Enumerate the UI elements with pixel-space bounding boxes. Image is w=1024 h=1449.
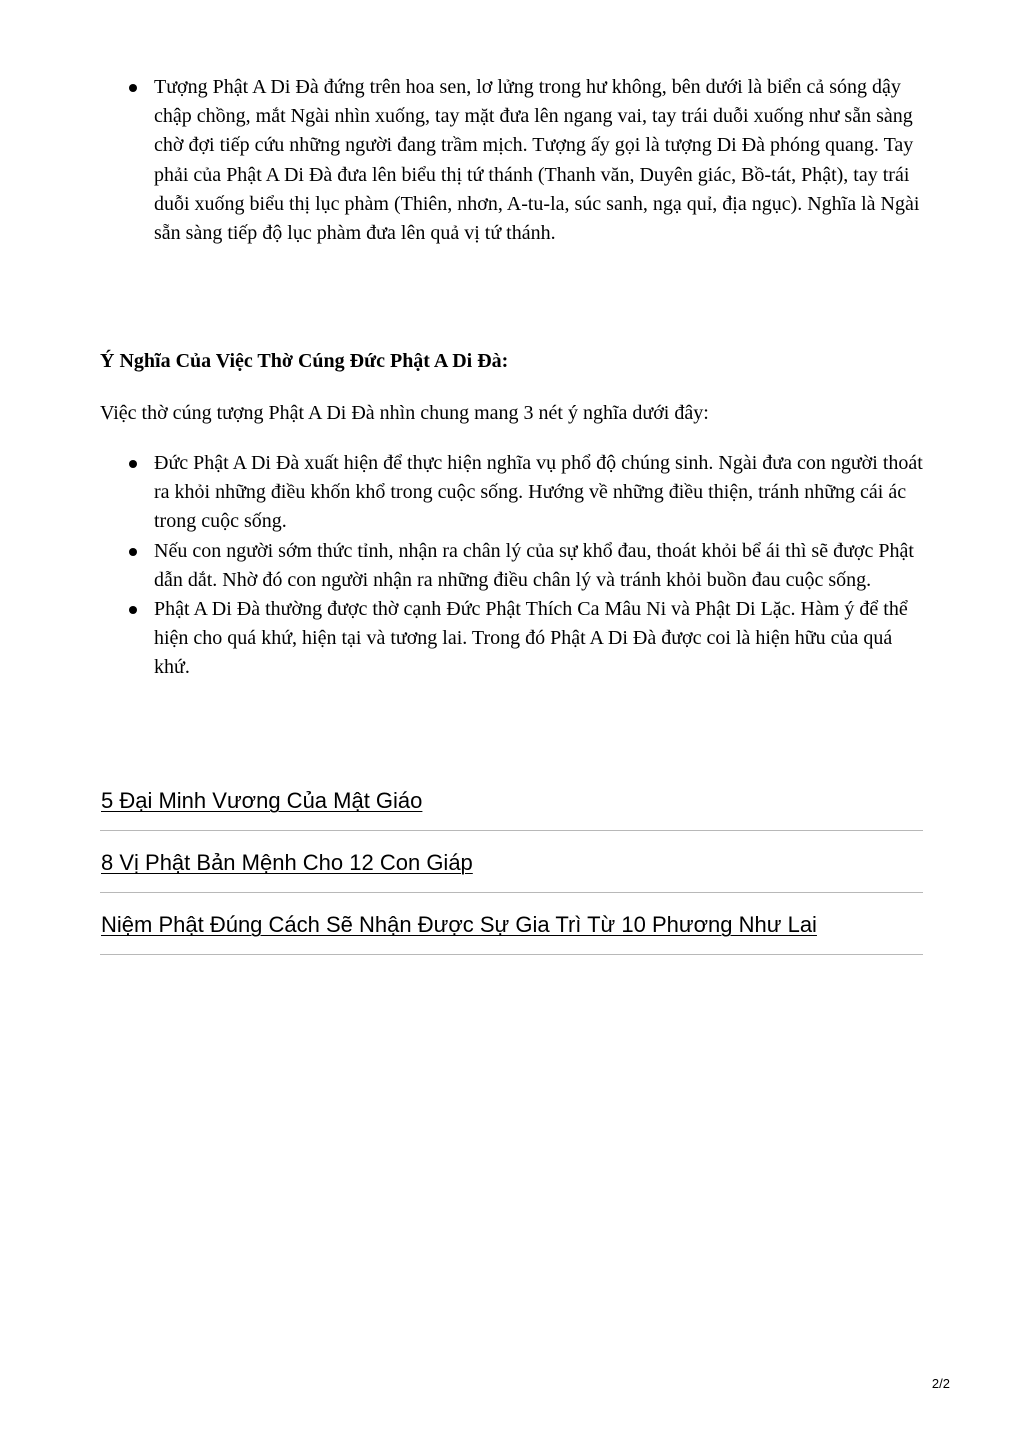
list-item xyxy=(100,73,930,248)
bullet-icon xyxy=(129,460,137,468)
list-item xyxy=(100,449,930,537)
list-item-text: Phật A Di Đà thường được thờ cạnh Đức Phật Thích Ca Mâu Ni và Phật Di Lặc. Hàm ý để thể hiện cho quá khứ, hiện tại và tương lai. Trong đó Phật A Di Đà được coi là hiện hữu của quá khứ. xyxy=(154,598,908,679)
section-heading: Ý Nghĩa Của Việc Thờ Cúng Đức Phật A Di Đà: xyxy=(100,350,509,372)
list-item-text: Nếu con người sớm thức tỉnh, nhận ra chân lý của sự khổ đau, thoát khỏi bể ái thì sẽ được Phật dẫn dắt. Nhờ đó con người nhận ra những điều chân lý và tránh khỏi buồn đau cuộc sống. xyxy=(154,539,914,591)
bullet-icon xyxy=(129,84,137,92)
intro-bullet-list xyxy=(100,73,930,248)
related-post-link[interactable]: 5 Đại Minh Vương Của Mật Giáo xyxy=(101,788,423,813)
related-post xyxy=(100,786,923,831)
meaning-bullet-list xyxy=(100,449,930,683)
list-item-text: Tượng Phật A Di Đà đứng trên hoa sen, lơ lửng trong hư không, bên dưới là biển cả sóng dậy chập chồng, mắt Ngài nhìn xuống, tay mặt đưa lên ngang vai, tay trái duỗi xuống như sẵn sàng chờ đợi tiếp cứu những người đang trầm mịch. Tượng ấy gọi là tượng Di Đà phóng quang. Tay phải của Phật A Di Đà đưa lên biểu thị tứ thánh (Thanh văn, Duyên giác, Bồ-tát, Phật), tay trái duỗi xuống biểu thị lục phàm (Thiên, nhơn, A-tu-la, súc sanh, ngạ quỉ, địa ngục). Nghĩa là Ngài sẵn sàng tiếp độ lục phàm đưa lên quả vị tứ thánh. xyxy=(154,76,920,245)
page-number: 2/2 xyxy=(931,1376,950,1391)
bullet-icon xyxy=(129,548,137,556)
related-post xyxy=(100,910,923,955)
bullet-icon xyxy=(129,606,137,614)
list-item-text: Đức Phật A Di Đà xuất hiện để thực hiện nghĩa vụ phổ độ chúng sinh. Ngài đưa con người thoát ra khỏi những điều khốn khổ trong cuộc sống. Hướng về những điều thiện, tránh những cái ác trong cuộc sống. xyxy=(154,452,923,533)
list-item xyxy=(100,595,930,683)
related-post-link[interactable]: 8 Vị Phật Bản Mệnh Cho 12 Con Giáp xyxy=(101,850,473,875)
related-post-link[interactable]: Niệm Phật Đúng Cách Sẽ Nhận Được Sự Gia Trì Từ 10 Phương Như Lai xyxy=(101,912,817,937)
related-post xyxy=(100,848,923,893)
section-intro: Việc thờ cúng tượng Phật A Di Đà nhìn chung mang 3 nét ý nghĩa dưới đây: xyxy=(100,402,709,424)
list-item xyxy=(100,537,930,595)
